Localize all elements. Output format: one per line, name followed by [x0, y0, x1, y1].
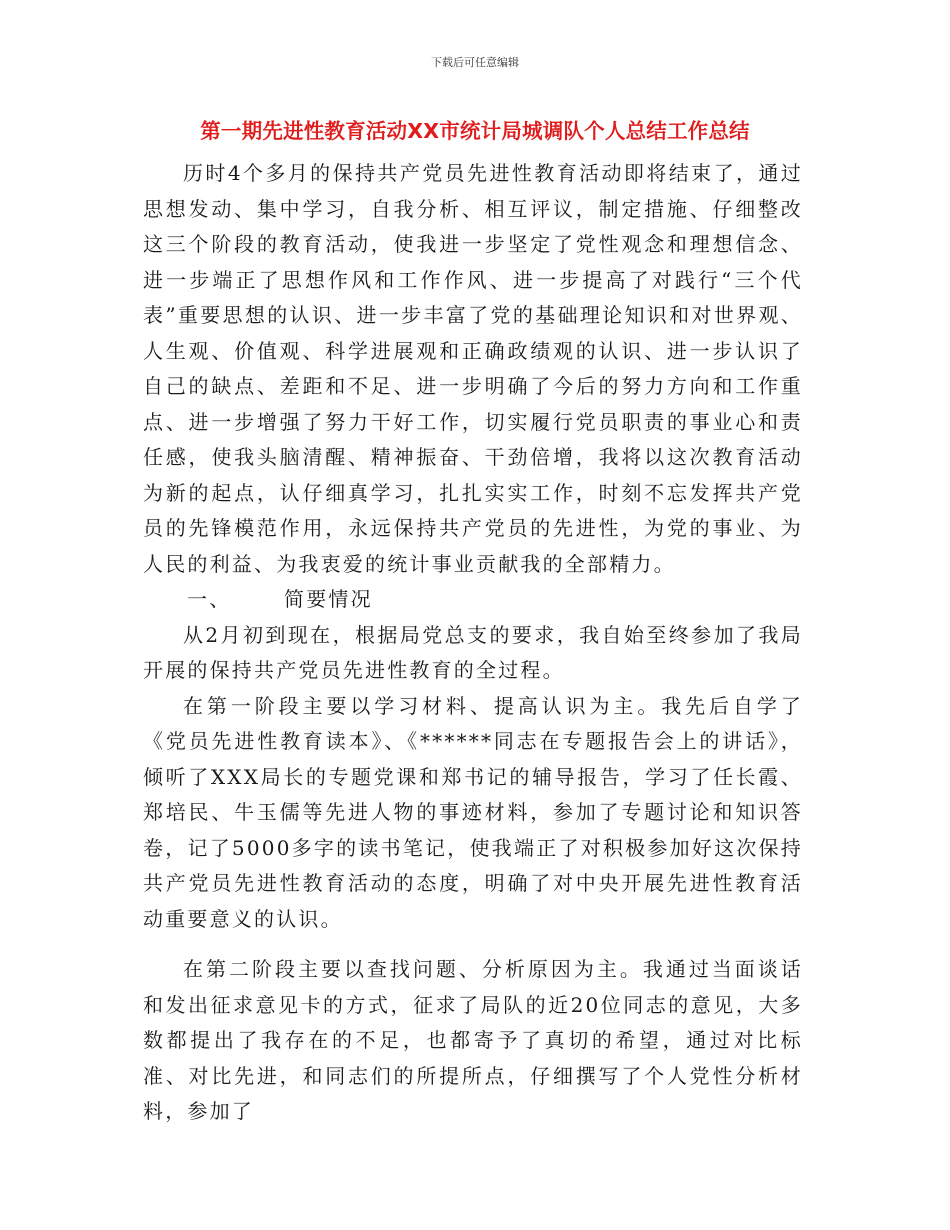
- section-title: 简要情况: [284, 587, 373, 611]
- paragraph-intro: 历时4个多月的保持共产党员先进性教育活动即将结束了，通过思想发动、集中学习，自我分析、相互评议，制定措施、仔细整改这三个阶段的教育活动，使我进一步坚定了党性观念和理想信念、进一步端正了思想作风和工作作风、进一步提高了对践行“三个代表”重要思想的认识、进一步丰富了党的基础理论知识和对世界观、人生观、价值观、科学进展观和正确政绩观的认识、进一步认识了自己的缺点、差距和不足、进一步明确了今后的努力方向和工作重点、进一步增强了努力干好工作，切实履行党员职责的事业心和责任感，使我头脑清醒、精神振奋、干劲倍增，我将以这次教育活动为新的起点，认仔细真学习，扎扎实实工作，时刻不忘发挥共产党员的先锋模范作用，永远保持共产党员的先进性，为党的事业、为人民的利益、为我衷爱的统计事业贡献我的全部精力。: [143, 161, 803, 576]
- paragraph-phase-one: 在第一阶段主要以学习材料、提高认识为主。我先后自学了《党员先进性教育读本》、《******同志在专题报告会上的讲话》，倾听了XXX局长的专题党课和郑书记的辅导报告，学习了任长霞、郑培民、牛玉儒等先进人物的事迹材料，参加了专题讨论和知识答卷，记了5000多字的读书笔记，使我端正了对积极参加好这次保持共产党员先进性教育活动的态度，明确了对中央开展先进性教育活动重要意义的认识。: [143, 693, 803, 931]
- section-number: 一、: [187, 587, 232, 611]
- document-title: 第一期先进性教育活动XX市统计局城调队个人总结工作总结: [200, 119, 750, 143]
- paragraph-overview: 从2月初到现在，根据局党总支的要求，我自始至终参加了我局开展的保持共产党员先进性教育的全过程。: [143, 622, 803, 682]
- header-note: 下载后可任意编辑: [431, 56, 519, 69]
- document-body: [143, 156, 803, 1130]
- section-heading: [143, 582, 803, 618]
- paragraph-phase-two: 在第二阶段主要以查找问题、分析原因为主。我通过当面谈话和发出征求意见卡的方式，征求了局队的近20位同志的意见，大多数都提出了我存在的不足，也都寄予了真切的希望，通过对比标准、对比先进，和同志们的所提所点，仔细撰写了个人党性分析材料，参加了: [143, 957, 803, 1123]
